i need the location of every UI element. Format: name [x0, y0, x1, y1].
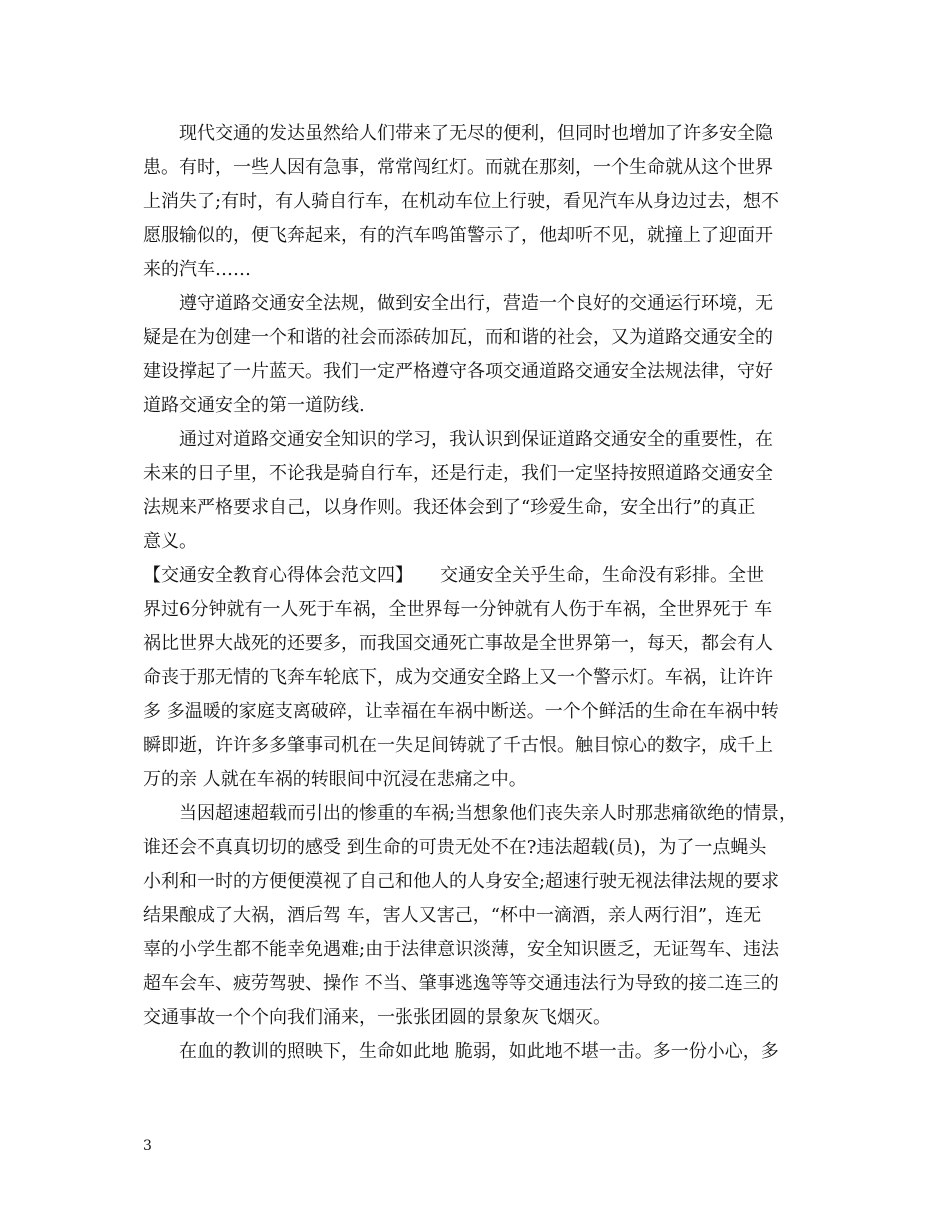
page-number: 3 — [143, 1138, 152, 1154]
section-heading-line: 【交通安全教育心得体会范文四】 交通安全关乎生命，生命没有彩排。全世 — [143, 565, 764, 586]
paragraph-line: 交通事故一个个向我们涌来，一张张团圆的景象灰飞烟灭。 — [143, 1007, 611, 1028]
paragraph-line: 上消失了;有时，有人骑自行车，在机动车位上行驶，看见汽车从身边过去，想不 — [143, 191, 780, 212]
paragraph-line: 结果酿成了大祸，酒后驾 车，害人又害己，“杯中一滴酒，亲人两行泪”，连无 — [143, 905, 762, 926]
paragraph-line: 祸比世界大战死的还要多，而我国交通死亡事故是全世界第一，每天，都会有人 — [143, 633, 773, 654]
paragraph-line: 在血的教训的照映下，生命如此地 脆弱，如此地不堪一击。多一份小心，多 — [179, 1041, 779, 1062]
paragraph-line: 来的汽车…… — [143, 259, 251, 280]
paragraph-line: 谁还会不真真切切的感受 到生命的可贵无处不在?违法超载(员)，为了一点蝇头 — [143, 837, 767, 858]
paragraph-line: 遵守道路交通安全法规，做到安全出行，营造一个良好的交通运行环境，无 — [179, 293, 773, 314]
paragraph-line: 意义。 — [143, 531, 197, 552]
paragraph-line: 通过对道路交通安全知识的学习，我认识到保证道路交通安全的重要性，在 — [179, 429, 773, 450]
paragraph-line: 万的亲 人就在车祸的转眼间中沉浸在悲痛之中。 — [143, 769, 527, 790]
paragraph-line: 愿服输似的，便飞奔起来，有的汽车鸣笛警示了，他却听不见，就撞上了迎面开 — [143, 225, 773, 246]
paragraph-line: 建设撑起了一片蓝天。我们一定严格遵守各项交通道路交通安全法规法律，守好 — [143, 361, 773, 382]
document-body — [143, 117, 817, 1069]
paragraph-line: 超车会车、疲劳驾驶、操作 不当、肇事逃逸等等交通违法行为导致的接二连三的 — [143, 973, 779, 994]
paragraph-line: 界过6分钟就有一人死于车祸，全世界每一分钟就有人伤于车祸，全世界死于 车 — [143, 599, 773, 620]
paragraph-line: 命丧于那无情的飞奔车轮底下，成为交通安全路上又一个警示灯。车祸，让许许 — [143, 667, 773, 688]
paragraph-line: 未来的日子里，不论我是骑自行车，还是行走，我们一定坚持按照道路交通安全 — [143, 463, 773, 484]
paragraph-line: 小利和一时的方便便漠视了自己和他人的人身安全;超速行驶无视法律法规的要求 — [143, 871, 780, 892]
paragraph-line: 辜的小学生都不能幸免遇难;由于法律意识淡薄，安全知识匮乏，无证驾车、违法 — [143, 939, 780, 960]
paragraph-line: 多 多温暖的家庭支离破碎，让幸福在车祸中断送。一个个鲜活的生命在车祸中转 — [143, 701, 779, 722]
paragraph-line: 法规来严格要求自己，以身作则。我还体会到了“珍爱生命，安全出行”的真正 — [143, 497, 756, 518]
paragraph-line: 道路交通安全的第一道防线. — [143, 395, 365, 416]
paragraph-line: 瞬即逝，许许多多肇事司机在一失足间铸就了千古恨。触目惊心的数字，成千上 — [143, 735, 773, 756]
paragraph-line: 现代交通的发达虽然给人们带来了无尽的便利，但同时也增加了许多安全隐 — [179, 123, 773, 144]
paragraph-line: 疑是在为创建一个和谐的社会而添砖加瓦，而和谐的社会，又为道路交通安全的 — [143, 327, 773, 348]
paragraph-line: 当因超速超载而引出的惨重的车祸;当想象他们丧失亲人时那悲痛欲绝的情景， — [179, 803, 798, 824]
paragraph-line: 患。有时，一些人因有急事，常常闯红灯。而就在那刻，一个生命就从这个世界 — [143, 157, 773, 178]
